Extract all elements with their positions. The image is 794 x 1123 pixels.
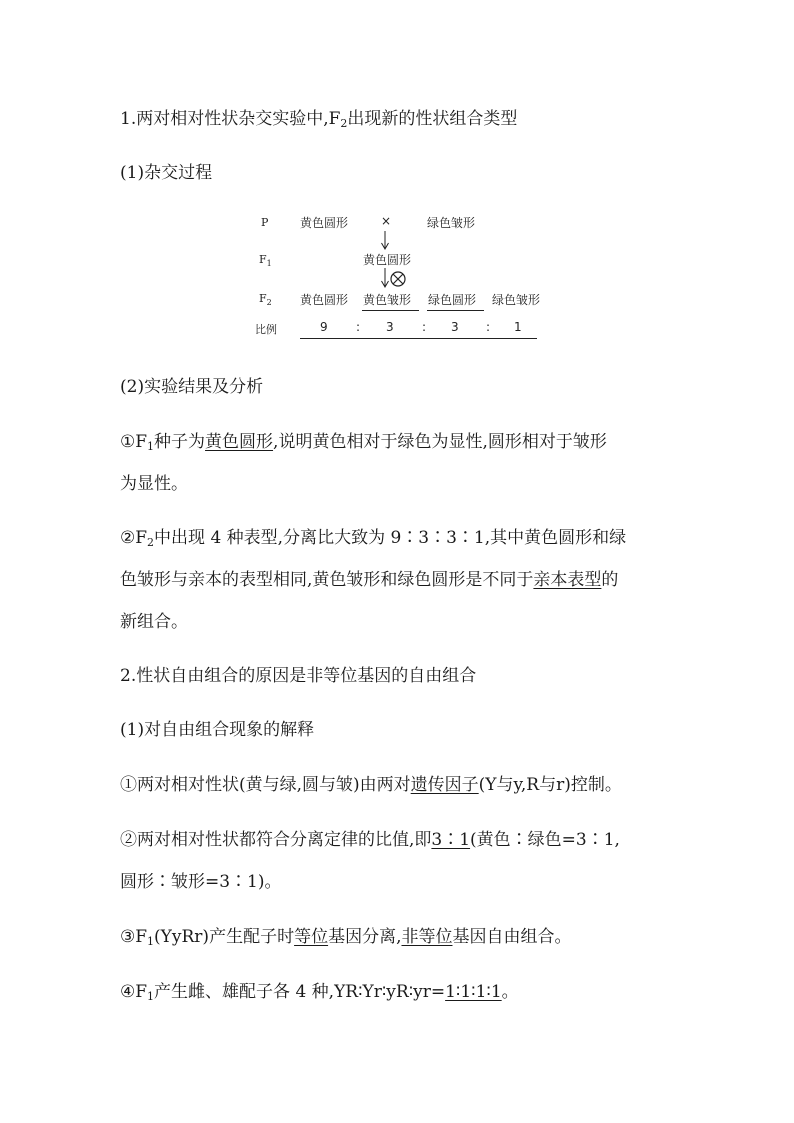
ratio-separator-1: : [356,320,361,334]
result-1-line1: $①F_1$种子为黄色圆形,说明黄色相对于绿色为显性,圆形相对于皱形 [120,432,607,453]
f1-phenotype: 黄色圆形 [363,253,412,267]
p-parent2: 绿色皱形 [427,216,476,230]
ratio-separator-3: : [486,320,491,334]
f1-label: $F_1$ [259,253,272,268]
result-2-line1: $②F_2$中出现 4 种表型,分离比大致为 9∶3∶3∶1,其中黄色圆形和绿 [120,528,627,549]
section1-sub2-heading: (2)实验结果及分析 [120,377,264,397]
explanation-1: ①两对相对性状(黄与绿,圆与皱)由两对遗传因子(Y与y,R与r)控制。 [120,775,622,795]
explanation-3: $③F_1(YyRr)$产生配子时等位基因分离,非等位基因自由组合。 [120,927,572,948]
result-2-line3: 新组合。 [120,612,188,632]
selfing-symbol-icon [389,270,407,288]
section2-title: 2.性状自由组合的原因是非等位基因的自由组合 [120,666,477,686]
ratio-value-3: 3 [451,320,459,334]
ratio-value-1: 9 [320,320,328,334]
ratio-value-2: 3 [386,320,394,334]
explanation-2-line2: 圆形∶皱形=3∶1)。 [120,872,282,892]
result-2-line2: 色皱形与亲本的表型相同,黄色皱形和绿色圆形是不同于亲本表型的 [120,570,619,590]
p-label: P [261,216,269,229]
f2-phenotype-2: 黄色皱形 [363,293,412,307]
f2-label: $F_2$ [259,292,272,307]
result-1-line2: 为显性。 [120,474,188,494]
ratio-value-4: 1 [514,320,522,334]
section2-sub1-heading: (1)对自由组合现象的解释 [120,720,315,740]
f2-phenotype-4: 绿色皱形 [492,293,541,307]
ratio-separator-2: : [422,320,427,334]
underline-recombinant-2 [427,310,484,311]
ratio-baseline [300,338,537,339]
underline-recombinant-1 [362,310,419,311]
section1-sub1-heading: (1)杂交过程 [120,163,213,183]
f2-phenotype-3: 绿色圆形 [428,293,477,307]
ratio-label: 比例 [255,323,277,336]
explanation-4: $④F_1$产生雌、雄配子各 4 种,YR∶Yr∶yR∶yr=1∶1∶1∶1。 [120,982,519,1003]
f2-phenotype-1: 黄色圆形 [300,293,349,307]
p-parent1: 黄色圆形 [300,216,349,230]
down-arrow-icon [378,230,394,252]
explanation-2-line1: ②两对相对性状都符合分离定律的比值,即3∶1(黄色∶绿色=3∶1, [120,830,620,850]
cross-sign: × [381,214,392,228]
section1-title: 1.两对相对性状杂交实验中$,F_2$出现新的性状组合类型 [120,109,518,130]
